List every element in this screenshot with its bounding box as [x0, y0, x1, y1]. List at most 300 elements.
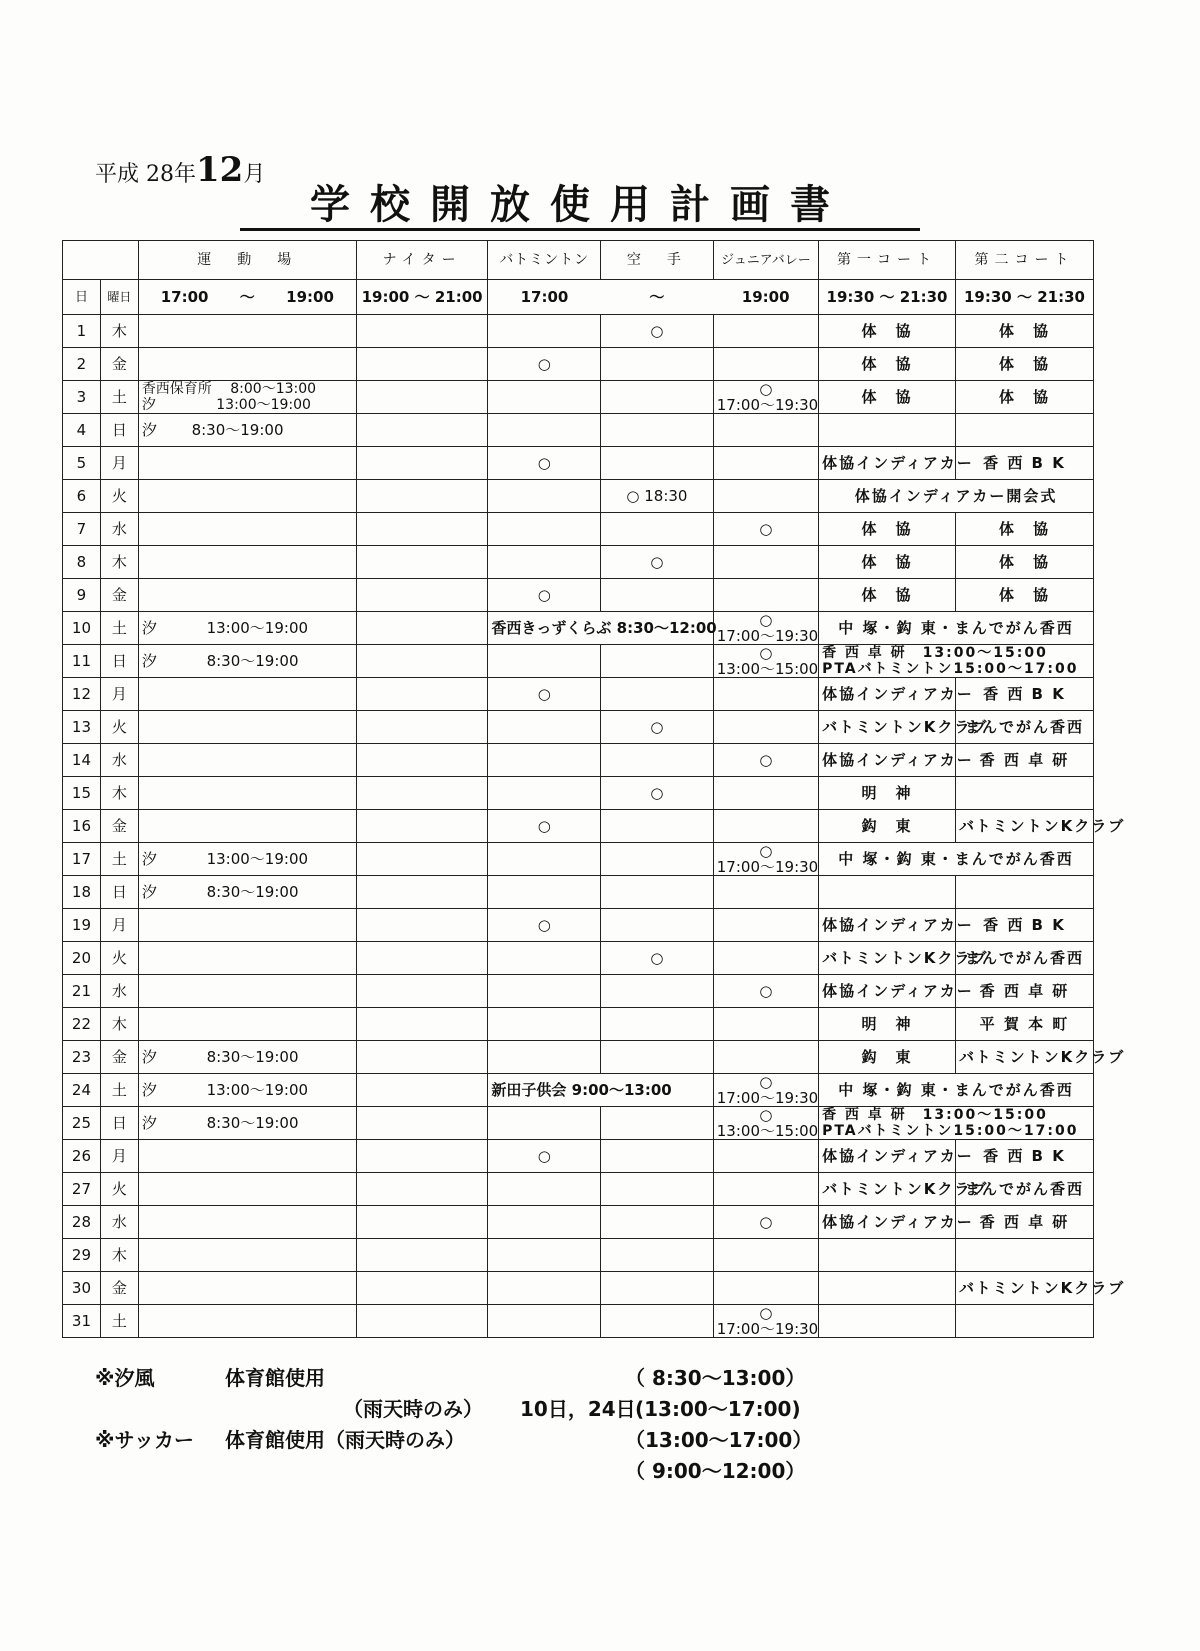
header-court2: 第二コート	[955, 241, 1093, 280]
court-span-cell	[819, 1107, 1094, 1140]
court2-cell	[955, 1305, 1093, 1338]
field-cell	[138, 678, 356, 711]
junior-volley-mark: ○	[759, 644, 773, 662]
footnote-shiokaze-label: ※汐風	[95, 1366, 155, 1390]
badminton-cell	[488, 1173, 601, 1206]
karate-cell	[601, 414, 714, 447]
weekday: 木	[100, 777, 138, 810]
footnote-soccer-use: 体育館使用（雨天時のみ）	[225, 1428, 465, 1452]
badminton-cell: 新田子供会 9:00～13:00	[488, 1074, 713, 1107]
badminton-cell	[488, 1272, 601, 1305]
table-row	[63, 1239, 1094, 1272]
junior-volley-cell	[713, 975, 818, 1008]
day-number: 31	[63, 1305, 101, 1338]
weekday: 火	[100, 711, 138, 744]
junior-volley-cell	[713, 942, 818, 975]
junior-volley-cell	[713, 1074, 818, 1107]
day-number: 13	[63, 711, 101, 744]
court1-cell	[819, 1305, 956, 1338]
junior-volley-cell	[713, 612, 818, 645]
footnote-soccer	[95, 1424, 875, 1455]
junior-volley-cell	[713, 1272, 818, 1305]
field-entry: 汐 8:30～19:00	[141, 882, 299, 901]
court1-cell: 体協インディアカー	[819, 744, 956, 777]
day-number: 14	[63, 744, 101, 777]
junior-volley-cell	[713, 1008, 818, 1041]
weekday: 日	[100, 645, 138, 678]
weekday: 土	[100, 381, 138, 414]
header-badminton: バトミントン	[488, 241, 601, 280]
field-entry: 香西保育所 8:00～13:00	[141, 381, 317, 397]
weekday: 水	[100, 1206, 138, 1239]
karate-cell	[601, 876, 714, 909]
night-cell	[356, 612, 488, 645]
badminton-cell	[488, 1206, 601, 1239]
day-number: 6	[63, 480, 101, 513]
court1-cell: 体 協	[819, 381, 956, 414]
karate-cell: ○ 18:30	[601, 480, 714, 513]
day-number: 1	[63, 315, 101, 348]
field-cell	[138, 513, 356, 546]
header-field: 運 動 場	[138, 241, 356, 280]
weekday: 土	[100, 1074, 138, 1107]
weekday: 木	[100, 546, 138, 579]
karate-cell: ○	[601, 711, 714, 744]
badminton-cell: ○	[488, 579, 601, 612]
court1-time: 19:30 ～ 21:30	[819, 280, 956, 315]
field-cell	[138, 1008, 356, 1041]
night-cell	[356, 1107, 488, 1140]
footnote-dates: 10日，24日	[520, 1397, 636, 1421]
junior-volley-cell	[713, 810, 818, 843]
junior-volley-time: 17:00～19:30	[716, 858, 819, 876]
court-span-line-2: PTAバトミントン15:00～17:00	[822, 661, 1079, 677]
weekday: 水	[100, 513, 138, 546]
field-cell	[138, 843, 356, 876]
night-cell	[356, 579, 488, 612]
court1-cell: 体 協	[819, 546, 956, 579]
weekday: 火	[100, 942, 138, 975]
court2-cell: 香 西 B K	[955, 1140, 1093, 1173]
field-time-start: 17:00	[160, 287, 209, 306]
footnote-soccer-time2: （ 9:00～12:00）	[625, 1459, 806, 1483]
junior-volley-cell	[713, 1173, 818, 1206]
junior-volley-mark: ○	[759, 380, 773, 398]
weekday-label: 曜日	[100, 280, 138, 315]
weekday: 金	[100, 810, 138, 843]
junior-volley-cell	[713, 843, 818, 876]
junior-volley-time: 13:00～15:00	[716, 660, 819, 678]
night-cell	[356, 876, 488, 909]
court-span-line-1: 香 西 卓 研 13:00～15:00	[822, 645, 1048, 661]
junior-volley-mark: ○	[759, 611, 773, 629]
junior-volley-time: 17:00～19:30	[716, 627, 819, 645]
junior-volley-cell	[713, 315, 818, 348]
field-cell	[138, 348, 356, 381]
table-row	[63, 513, 1094, 546]
day-number: 22	[63, 1008, 101, 1041]
junior-volley-cell	[713, 645, 818, 678]
karate-cell	[601, 348, 714, 381]
junior-volley-cell	[713, 909, 818, 942]
court2-cell: 体 協	[955, 546, 1093, 579]
junior-volley-cell	[713, 1305, 818, 1338]
weekday: 日	[100, 876, 138, 909]
field-cell	[138, 1206, 356, 1239]
badminton-cell	[488, 513, 601, 546]
junior-volley-cell	[713, 579, 818, 612]
footnote-soccer-label: ※サッカー	[95, 1428, 195, 1452]
table-row	[63, 1272, 1094, 1305]
badminton-cell	[488, 744, 601, 777]
court-span-text: 体協インディアカー開会式	[854, 486, 1058, 505]
day-number: 10	[63, 612, 101, 645]
night-cell	[356, 315, 488, 348]
junior-volley-mark: ○	[759, 1304, 773, 1322]
night-cell	[356, 1239, 488, 1272]
court2-cell: 体 協	[955, 348, 1093, 381]
field-cell	[138, 876, 356, 909]
weekday: 金	[100, 1041, 138, 1074]
weekday: 土	[100, 843, 138, 876]
field-time-end: 19:00	[286, 287, 334, 306]
footnote-shiokaze-time2: (13:00～17:00)	[635, 1397, 801, 1421]
day-number: 18	[63, 876, 101, 909]
karate-cell	[601, 1239, 714, 1272]
karate-cell	[601, 447, 714, 480]
badminton-cell: ○	[488, 447, 601, 480]
footnote-soccer-time1: （13:00～17:00）	[625, 1428, 813, 1452]
court1-cell: 体協インディアカー	[819, 678, 956, 711]
karate-cell	[601, 579, 714, 612]
karate-cell	[601, 1008, 714, 1041]
field-cell	[138, 942, 356, 975]
court2-cell: 香 西 卓 研	[955, 744, 1093, 777]
junior-volley-cell	[713, 777, 818, 810]
day-number: 20	[63, 942, 101, 975]
table-row	[63, 612, 1094, 645]
badminton-cell	[488, 711, 601, 744]
day-number: 27	[63, 1173, 101, 1206]
day-label: 日	[63, 280, 101, 315]
field-cell	[138, 480, 356, 513]
table-row	[63, 777, 1094, 810]
table-row	[63, 909, 1094, 942]
field-entry: 汐 8:30～19:00	[141, 420, 284, 439]
court1-cell: 鈎 東	[819, 810, 956, 843]
court1-cell: 体協インディアカー	[819, 447, 956, 480]
page-title: 学校開放使用計画書	[240, 182, 920, 231]
karate-cell	[601, 843, 714, 876]
footnotes	[95, 1362, 875, 1486]
weekday: 火	[100, 1173, 138, 1206]
badminton-cell	[488, 876, 601, 909]
karate-cell: ○	[601, 315, 714, 348]
day-number: 7	[63, 513, 101, 546]
karate-cell	[601, 975, 714, 1008]
night-cell	[356, 1206, 488, 1239]
day-number: 29	[63, 1239, 101, 1272]
night-cell	[356, 909, 488, 942]
field-time	[138, 280, 356, 315]
court2-cell	[955, 876, 1093, 909]
header-night: ナイター	[356, 241, 488, 280]
night-cell	[356, 975, 488, 1008]
court-span-cell	[819, 1074, 1094, 1107]
junior-volley-time: 17:00～19:30	[716, 1320, 819, 1338]
weekday: 日	[100, 1107, 138, 1140]
court1-cell: 体協インディアカー	[819, 975, 956, 1008]
header-junior-volley: ジュニアバレー	[713, 241, 818, 280]
night-cell	[356, 942, 488, 975]
weekday: 月	[100, 678, 138, 711]
badminton-cell: ○	[488, 678, 601, 711]
court1-cell: 体 協	[819, 348, 956, 381]
court-span-cell	[819, 843, 1094, 876]
court2-cell: バトミントンKクラブ	[955, 1041, 1093, 1074]
court1-cell: 明 神	[819, 1008, 956, 1041]
weekday: 月	[100, 909, 138, 942]
weekday: 木	[100, 315, 138, 348]
junior-volley-cell	[713, 513, 818, 546]
junior-volley-cell	[713, 876, 818, 909]
court1-cell: 体協インディアカー	[819, 1140, 956, 1173]
court1-cell: 鈎 東	[819, 1041, 956, 1074]
night-cell	[356, 711, 488, 744]
footnote-shiokaze-rain	[95, 1393, 875, 1424]
badminton-cell	[488, 975, 601, 1008]
court-span-cell	[819, 645, 1094, 678]
span-time-separator: ～	[601, 280, 714, 315]
court2-cell: 体 協	[955, 315, 1093, 348]
court-span-text: 中 塚・鈎 東・まんでがん香西	[838, 618, 1074, 637]
junior-volley-cell	[713, 381, 818, 414]
court1-cell: バトミントンKクラブ	[819, 1173, 956, 1206]
court2-cell	[955, 414, 1093, 447]
night-cell	[356, 447, 488, 480]
field-cell	[138, 1140, 356, 1173]
weekday: 火	[100, 480, 138, 513]
field-cell	[138, 909, 356, 942]
court-span-cell	[819, 480, 1094, 513]
night-cell	[356, 678, 488, 711]
footnote-shiokaze	[95, 1362, 875, 1393]
court1-cell: 体 協	[819, 513, 956, 546]
court1-cell: 体 協	[819, 579, 956, 612]
weekday: 水	[100, 744, 138, 777]
field-cell	[138, 447, 356, 480]
badminton-cell: ○	[488, 1140, 601, 1173]
court-span-text: 中 塚・鈎 東・まんでがん香西	[838, 849, 1074, 868]
night-cell	[356, 1173, 488, 1206]
night-cell	[356, 777, 488, 810]
field-cell	[138, 1041, 356, 1074]
weekday: 土	[100, 1305, 138, 1338]
day-number: 3	[63, 381, 101, 414]
badminton-cell	[488, 645, 601, 678]
badminton-cell	[488, 414, 601, 447]
night-cell	[356, 1272, 488, 1305]
table-row	[63, 1041, 1094, 1074]
day-number: 4	[63, 414, 101, 447]
header-blank	[63, 241, 139, 280]
field-cell	[138, 645, 356, 678]
date-month-number: 12	[196, 150, 244, 190]
night-cell	[356, 1008, 488, 1041]
table-row	[63, 1140, 1094, 1173]
table-row	[63, 1305, 1094, 1338]
junior-volley-time: 17:00～19:30	[716, 396, 819, 414]
court1-cell: 体協インディアカー	[819, 1206, 956, 1239]
junior-volley-cell	[713, 1140, 818, 1173]
table-row	[63, 678, 1094, 711]
table-row	[63, 348, 1094, 381]
court1-cell	[819, 1272, 956, 1305]
table-row	[63, 1074, 1094, 1107]
badminton-cell	[488, 315, 601, 348]
karate-cell	[601, 1272, 714, 1305]
court2-cell: まんでがん香西	[955, 1173, 1093, 1206]
court2-cell: バトミントンKクラブ	[955, 1272, 1093, 1305]
court2-cell: 香 西 B K	[955, 909, 1093, 942]
field-cell	[138, 315, 356, 348]
weekday: 月	[100, 1140, 138, 1173]
night-cell	[356, 414, 488, 447]
night-cell	[356, 348, 488, 381]
karate-cell	[601, 909, 714, 942]
badminton-cell	[488, 1305, 601, 1338]
karate-cell: ○	[601, 942, 714, 975]
field-cell	[138, 612, 356, 645]
field-cell	[138, 777, 356, 810]
badminton-cell: ○	[488, 909, 601, 942]
night-cell	[356, 546, 488, 579]
weekday: 金	[100, 348, 138, 381]
junior-volley-cell	[713, 480, 818, 513]
karate-cell	[601, 1305, 714, 1338]
court2-cell: 香 西 B K	[955, 678, 1093, 711]
karate-cell	[601, 1041, 714, 1074]
court1-cell: バトミントンKクラブ	[819, 942, 956, 975]
day-number: 26	[63, 1140, 101, 1173]
field-cell	[138, 546, 356, 579]
field-cell	[138, 381, 356, 414]
court2-cell: バトミントンKクラブ	[955, 810, 1093, 843]
weekday: 金	[100, 1272, 138, 1305]
junior-volley-mark: ○	[759, 1073, 773, 1091]
court1-cell	[819, 414, 956, 447]
header-karate: 空 手	[601, 241, 714, 280]
date-era: 平成 28年	[95, 162, 196, 187]
table-row	[63, 381, 1094, 414]
field-entry: 汐 8:30～19:00	[141, 651, 299, 670]
table-row	[63, 414, 1094, 447]
badminton-cell	[488, 777, 601, 810]
weekday: 土	[100, 612, 138, 645]
field-cell	[138, 1305, 356, 1338]
schedule-table	[62, 240, 1126, 1338]
night-cell	[356, 1041, 488, 1074]
badminton-cell	[488, 1008, 601, 1041]
table-row	[63, 1107, 1094, 1140]
junior-volley-cell	[713, 414, 818, 447]
field-cell	[138, 1074, 356, 1107]
field-entry: 汐 13:00～19:00	[141, 1080, 309, 1099]
court2-cell: 体 協	[955, 513, 1093, 546]
day-number: 2	[63, 348, 101, 381]
court2-cell: 香 西 B K	[955, 447, 1093, 480]
weekday: 木	[100, 1239, 138, 1272]
field-entry: 汐 8:30～19:00	[141, 1113, 299, 1132]
table-row	[63, 876, 1094, 909]
court2-cell	[955, 1239, 1093, 1272]
table-row	[63, 942, 1094, 975]
junior-volley-cell	[713, 711, 818, 744]
field-entry: 汐 8:30～19:00	[141, 1047, 299, 1066]
badminton-cell	[488, 1239, 601, 1272]
field-cell	[138, 579, 356, 612]
badminton-cell	[488, 546, 601, 579]
badminton-cell	[488, 942, 601, 975]
footnote-rain-only: （雨天時のみ）	[343, 1397, 483, 1421]
junior-volley-time: 17:00～19:30	[716, 1089, 819, 1107]
court-span-line-1: 香 西 卓 研 13:00～15:00	[822, 1107, 1048, 1123]
table-row	[63, 546, 1094, 579]
court2-cell	[955, 777, 1093, 810]
day-number: 8	[63, 546, 101, 579]
night-cell	[356, 381, 488, 414]
badminton-cell: ○	[488, 348, 601, 381]
field-cell	[138, 744, 356, 777]
field-entry: 汐 13:00～19:00	[141, 849, 309, 868]
span-time-end: 19:00	[713, 280, 818, 315]
table-row	[63, 1173, 1094, 1206]
table-row	[63, 1206, 1094, 1239]
date-month-unit: 月	[243, 162, 266, 187]
junior-volley-mark: ○	[759, 751, 773, 769]
junior-volley-cell	[713, 546, 818, 579]
weekday: 日	[100, 414, 138, 447]
table-row	[63, 744, 1094, 777]
night-time: 19:00 ～ 21:00	[356, 280, 488, 315]
table-row	[63, 711, 1094, 744]
day-number: 16	[63, 810, 101, 843]
karate-cell	[601, 678, 714, 711]
karate-cell	[601, 381, 714, 414]
court-span-text: 中 塚・鈎 東・まんでがん香西	[838, 1080, 1074, 1099]
schedule-rows	[63, 315, 1126, 1338]
karate-cell	[601, 513, 714, 546]
court1-cell: 体協インディアカー	[819, 909, 956, 942]
night-cell	[356, 744, 488, 777]
day-number: 12	[63, 678, 101, 711]
junior-volley-cell	[713, 1206, 818, 1239]
table-row	[63, 645, 1094, 678]
day-number: 21	[63, 975, 101, 1008]
table-row	[63, 480, 1094, 513]
court2-time: 19:30 ～ 21:30	[955, 280, 1093, 315]
court2-cell: 香 西 卓 研	[955, 975, 1093, 1008]
junior-volley-cell	[713, 744, 818, 777]
junior-volley-cell	[713, 678, 818, 711]
junior-volley-mark: ○	[759, 842, 773, 860]
field-cell	[138, 1107, 356, 1140]
badminton-cell	[488, 381, 601, 414]
night-cell	[356, 645, 488, 678]
junior-volley-cell	[713, 447, 818, 480]
karate-cell	[601, 810, 714, 843]
field-cell	[138, 414, 356, 447]
